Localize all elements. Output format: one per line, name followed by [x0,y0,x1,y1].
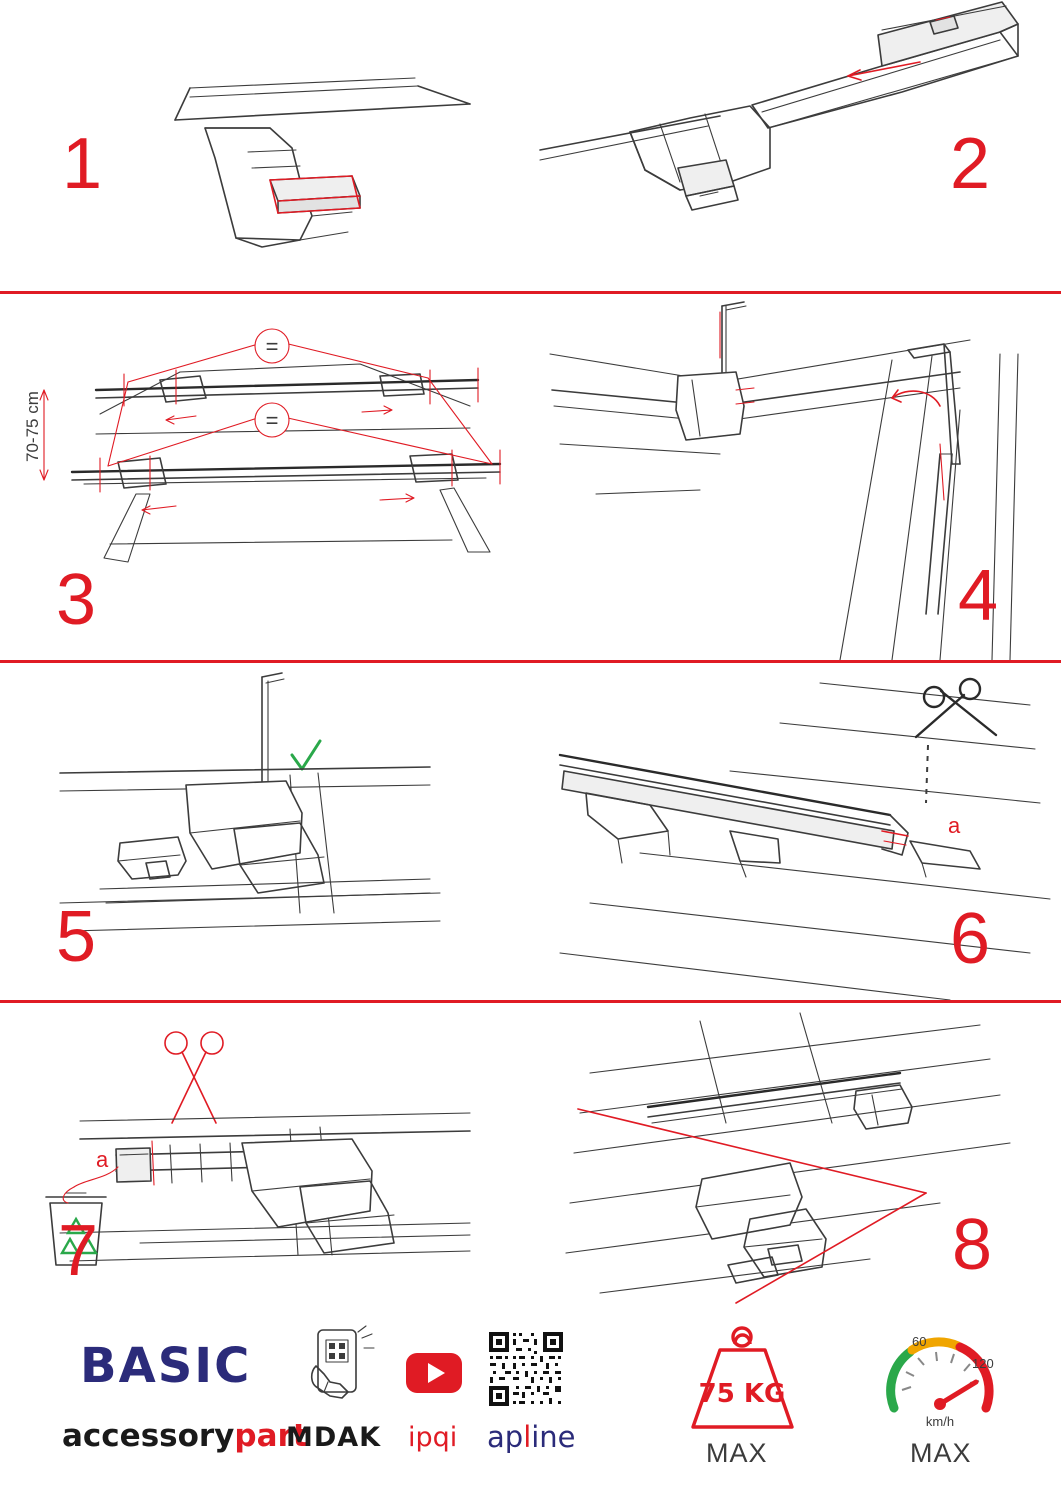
equal-mark-top: = [265,334,279,359]
step-4-illustration [540,294,1061,660]
step-7-illustration [0,1003,540,1310]
step-1-illustration [0,0,530,288]
row-step-1-2 [0,0,1061,288]
step-6-illustration [530,663,1061,1000]
speed-max-label: MAX [910,1438,972,1468]
step-8-number: 8 [952,1205,993,1285]
brand-ipqi: ipqi [408,1422,458,1453]
brand-accessory-text: accessory [62,1418,235,1454]
brand-ap-text: ap [487,1420,524,1454]
step-5-number: 5 [56,897,97,977]
equal-mark-bottom: = [265,408,279,433]
row-step-3-4 [0,294,1061,660]
weight-icon [680,1322,805,1432]
weight-value: 75 KG [698,1379,786,1409]
step-5-illustration [0,663,530,1000]
weight-max-label: MAX [706,1438,768,1468]
clamp-pad [270,176,360,213]
brand-part-text: part [234,1418,308,1454]
brand-mdak: MDAK [286,1422,382,1453]
row-step-7-8 [0,1003,1061,1310]
footer-branding [0,1310,1061,1500]
speed-unit: km/h [925,1414,955,1429]
check-icon [292,741,320,769]
youtube-icon[interactable] [405,1352,463,1394]
speed-tick-60: 60 [912,1334,927,1349]
part-label-a: a [948,813,961,838]
step-1-number: 1 [62,124,103,204]
step-6-number: 6 [950,899,991,979]
step-2-number: 2 [950,124,991,204]
step-4-number: 4 [958,556,999,636]
part-label-a: a [96,1147,109,1172]
speedometer-icon [880,1324,1000,1432]
scissors-icon [165,1032,223,1123]
phone-qr-scan-icon [300,1326,380,1414]
step-7-number: 7 [58,1211,99,1291]
qr-code-icon [487,1330,565,1408]
row-step-5-6 [0,663,1061,1000]
brand-accessorypart [62,1418,308,1454]
step-3-number: 3 [56,560,97,640]
step-8-illustration [540,1003,1061,1310]
brand-apline [487,1420,576,1454]
brand-ine-text: ine [531,1420,576,1454]
speed-tick-120: 120 [972,1356,994,1371]
step-3-illustration [0,294,540,660]
scissors-icon [916,679,996,737]
brand-l-accent: l [523,1420,532,1454]
brand-basic: BASIC [80,1338,252,1394]
spacing-dimension-label: 70-75 cm [23,391,42,462]
step-2-illustration [530,0,1061,288]
